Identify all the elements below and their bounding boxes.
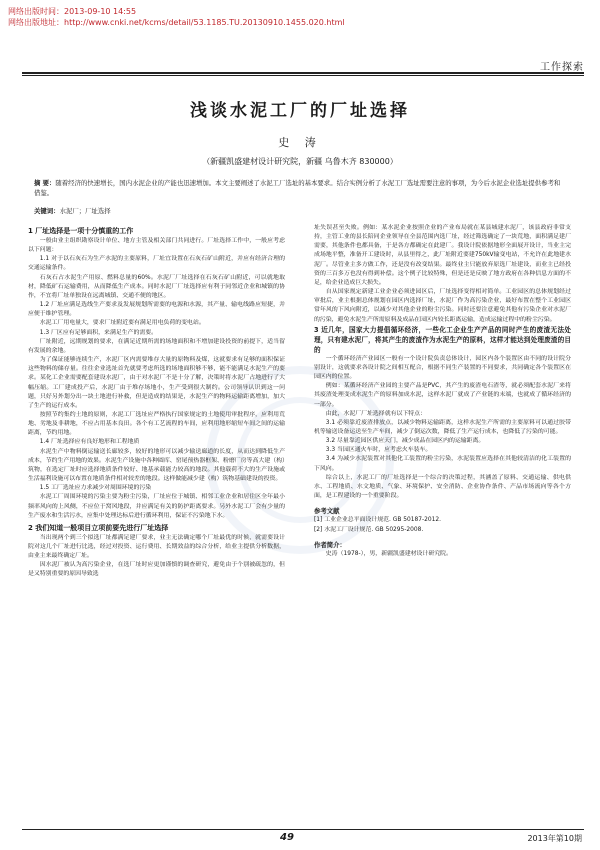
abstract: [34, 178, 566, 198]
section-heading: 2 我们知道一般项目立项前要先进行厂址选择: [28, 523, 169, 532]
paragraph: 按照节约集约土地的原则，水泥工厂选址应严格执行国家规定的土地使用审批程序，应利用荒地、劣地及非耕地，不应占用基本良田。各个有工艺流程的车间，应利用地形缩短车间之间的运输距离，节约用地。: [28, 411, 285, 437]
author-bio: 史涛（1978-），男，新疆凯盛建材设计研究院。: [325, 550, 452, 557]
references-heading: 参考文献: [314, 507, 340, 516]
page-number: 49: [280, 832, 294, 843]
header-rule-thin: [22, 75, 584, 76]
reference-item: [1] 工业企业总平面设计规范. GB 50187-2012.: [314, 517, 441, 524]
subsection-heading: 1.2 厂址应满足选线生产要求及发展规划所需要的电源和水源，其产量、输电线路应短捷，并应便于维护管理。: [28, 302, 285, 318]
subsection-heading: 1.1 对于以石灰石为生产水泥的主要原料，厂址宜设置在石灰石矿山附近，并应有经济合理的交通运输条件。: [28, 256, 285, 272]
paragraph: 因水泥厂被认为高污染企业，在选厂址时应更加谨慎的调查研究，避免由于个别被疏忽的，但是又特别重要的原因导致选: [28, 562, 285, 578]
paragraph: 综合以上，水泥工厂的厂址选择是一个综合的决策过程，其涵盖了原料、交通运输、供电供水、工程地质、水文地质、气象、环境保护、安全消防、企业协作条件、产品市场流向等各个方面，是工程建设的一个重要阶段。: [314, 474, 571, 500]
author-name: 史 涛: [278, 136, 322, 149]
paragraph: 水泥工厂周围环境的污染主要为粉尘污染，厂址应位于城镇、相邻工业企业和居住区全年最小频率风向的上风侧，不应位于窝风地段，并应满足有关的防护距离要求。另外水泥工厂会有少量的生产废水和生活污水，应集中处理达标后进行循环利用，保证不污染地下水。: [28, 494, 285, 519]
author-affiliation: （新疆凯盛建材设计研究院，新疆 乌鲁木齐 830000）: [202, 157, 398, 166]
paragraph: 一般由业主组织勘察设计单位、地方主管及相关部门共同进行。厂址选择工作中，一般应考虑以下问题：: [28, 238, 285, 254]
left-column: [28, 224, 285, 580]
list-item: 3.2 尽量靠近园区供应天门，减少成品在园区内的运输距离。: [325, 438, 485, 445]
online-time: 网络出版时间：2013-09-10 14:55: [8, 7, 137, 16]
subsection-heading: 1.5 工厂选址应力求减少对周围环境的污染: [39, 485, 152, 492]
section-tag: 工作探索: [540, 62, 584, 73]
right-column: [314, 224, 571, 559]
issue-label: 2013年第10期: [527, 834, 582, 843]
reference-item: [2] 水泥工厂设计规范. GB 50295-2008.: [314, 526, 424, 533]
paragraph: 自从国家规定新建工业企业必须进园区后，厂址选择变得相对简单。工业园区的总体规划经过审批后，业主根据总体规划在园区内选择厂址，水泥厂作为高污染企业，最好布置在整个工业园区常年风的下风向附近，以减少对其他企业的粉尘污染。同时还要注意避免其他有污染企业对水泥厂的污染，避免水泥生产所需原料及成品在园区内较长距离运输，造成运输过程中的粉尘污染。: [314, 289, 571, 323]
section-heading: 1 厂址选择是一项十分慎重的工作: [28, 227, 134, 235]
paragraph: 一个循环经济产业园区一般有一个设计院负责总体设计，园区内各个装置区由不同的设计院分别设计，这就要求各设计院之间相互配合，根据不同生产装置的不同要求，共同确定各个装置区在园区内的位置。: [314, 355, 571, 381]
paragraph: 石灰石占水泥生产用原、燃料总量的60%。水泥厂厂址选择在石灰石矿山附近，可以就地取材，降低矿石运输费用，从而降低生产成本。同时水泥厂厂址选择应有利于同邻近企业和城镇的协作，不宜将厂址单独设在远离城镇、交通不便的地区。: [28, 274, 285, 299]
subsection-heading: 1.4 厂址选择应有良好地形和工程地质: [39, 439, 140, 446]
header-rule: [22, 72, 584, 74]
paragraph: 水泥生产中物料倒运输送长廊较多，较好的地形可以减少输送廊道的长度，从而达到降低生产成本，节约生产用地的效果。水泥生产设施中各种圆库、窑尾预热器框架、粉磨厂房等高大建（构）筑物，在选定厂址时应选择地质条件较好、地基承载能力较高的地段。其他载荷不大的生产设施或生活福利设施可以布置在地质条件相对较差的地段。这样做能减少建（构）筑物基础建设的投资。: [28, 448, 285, 483]
keywords-text: 水泥厂；厂址选择: [59, 207, 111, 215]
paragraph: 由此，水泥厂厂址选择就有以下特点：: [325, 410, 426, 417]
paragraph: 址失误甚至失败。例如：某水泥企业按照企业的产业布局就在某县城建水泥厂，该县政府非常支持，主管工业的县长陪同企业领导在全县范围内选厂址，经过筛选确定了一块荒地，面积满足建厂需要，其他条件也都具备，于是各方都确定在此建厂。我设计院依据地形全面展开设计，当业主完成场地平整，准备开工建设时，从县里得之，此厂址附近要建750kV输变电站，不允许在此地建水泥厂。尽管业主多方做工作，还是没有改变结果。最终业主只能放弃原选厂址建设，而业主已经投资的三百多万也没有得到补偿。这个例子比较特殊，但是还是反映了地方政府在各种信息方面的不足，给企业造成巨大损失。: [314, 225, 571, 286]
paragraph: 厂址附近，远期规划的要求，在满足近期所需的场地面积和不增加建设投资的前提下，适当留有发展的余地。: [28, 338, 285, 354]
author-bio-heading: 作者简介：: [314, 540, 346, 549]
subsection-heading: 1.3 厂区应有足够面积，来满足生产的需要。: [39, 329, 158, 336]
article-title: 浅谈水泥工厂的厂址选择: [190, 101, 410, 121]
online-url[interactable]: 网络出版地址：http://www.cnki.net/kcms/detail/53.1185.TU.20130910.1455.020.html: [8, 18, 345, 27]
abstract-text: 随着经济的快速增长，国内水泥企业的产能也迅速增加。本文主要阐述了水泥工厂选址的基本要求。结合实例分析了水泥工厂选址需要注意的事项，为今后水泥企业选址提供参考和借鉴。: [34, 179, 561, 197]
paragraph: 水泥工厂用电量大，要求厂址附近要有满足用电负荷的变电站。: [39, 320, 205, 327]
footer-rule: [22, 829, 584, 830]
keywords: [34, 206, 111, 216]
list-item: 3.4 为减少水泥装置对其他化工装置的粉尘污染，水泥装置应选择在其他较清洁的化工装置的下风向。: [314, 456, 571, 472]
online-publish-info: [8, 6, 345, 28]
paragraph: 为了保证能够连续生产，水泥厂区内需要堆存大量的原物料及煤，这就要求有足够的面积保证这些物料的储存量。往往企业选址首先就要考虑所选的场地面积够不够，能不能满足水泥生产的要求。某化工企业需要配套建设水泥厂，由于对水泥厂不是十分了解，决策时将水泥厂占地进行了大幅压缩。工厂建成投产后，水泥厂由于堆存场地小，生产受到很大制约。公司领导认识到这一问题，只好另外划分出一块土地进行补救，但是造成的结果是，水泥生产的物料运输距离增加，加大了生产的运行成本。: [28, 357, 285, 409]
paragraph: 例如：某循环经济产业园的主要产品是PVC，其产生的废渣电石渣等，就必须配套水泥厂来将其废渣处理变成水泥生产的原料加成水泥，这样水泥厂就成了产业链的末端，也就成了循环经济的一部分。: [314, 383, 571, 408]
keywords-label: 关键词：: [34, 207, 60, 215]
section-heading: 3 近几年，国家大力提倡循环经济，一些化工企业生产产品的同时产生的废渣无法处理，只有建水泥厂，将其产生的废渣作为水泥生产的原料，这样才能达到处理废渣的目的: [314, 325, 571, 354]
list-item: 3.1 必须靠近废渣排放点，以减少物料运输距离，这样水泥生产所需的主要原料可以通过胶带机等输送设备运送至生产车间，减少了倒运次数，降低了生产运行成本，也降低了污染的可能。: [314, 419, 571, 435]
paragraph: 当出现两个到三个拟选厂址都满足建厂要求，业主无法确定哪个厂址最优的时候，就需要设计院对这几个厂址进行比选，经过对投资、运行费用、长期效益的综合分析，给业主提供分析数据，由业主来最终确定厂址。: [28, 534, 285, 560]
abstract-label: 摘 要：: [34, 179, 56, 187]
list-item: 3.3 当园区通火车时，应考虑火车装车。: [325, 447, 432, 454]
